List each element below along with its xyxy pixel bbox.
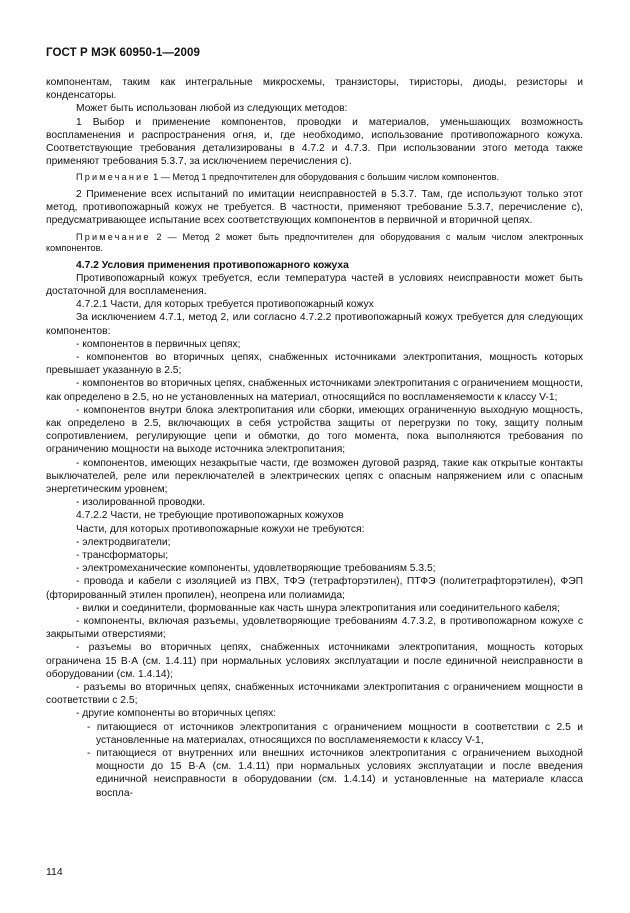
note-label: Примечание [76, 231, 151, 242]
list-item: - изолированной проводки. [76, 497, 206, 509]
sub-list-item: - питающиеся от внутренних или внешних источников электропитания с ограничением выходной мощности до 15 В·А (см. 1.4.11) при нормальных условиях эксплуатации и после введения единичной неисправности в оборудовании (см. 1.4.14) и установленные на материале класса воспла- [87, 748, 583, 799]
list-item: - трансформаторы; [76, 550, 169, 561]
list-item: - разъемы во вторичных цепях, снабженных источниками электропитания, мощность которых ограничена 15 В·А (см. 1.4.11) при нормальных условиях эксплуатации и после единичной неисправности в оборудовании (см. 1.4.14); [46, 642, 583, 680]
paragraph: 1 Выбор и применение компонентов, проводки и материалов, уменьшающих возможность воспламенения и распространения огня, и, где необходимо, использование противопожарного кожуха. Соответствующие требования детализированы в 4.7.2 и 4.7.3. При использовании этого метода также применяют требования 5.3.7, за исключением перечисления с). [46, 116, 583, 168]
list-item: - вилки и соединители, формованные как часть шнура электропитания или соединительного кабеля; [76, 602, 560, 614]
list-item: - компонентов внутри блока электропитания или сборки, имеющих ограниченную выходную мощность, как определено в 2.5, включающих в себя устройства защиты от перегрузки по току, защиту полным сопротивлением, регулирующие цепи и обмотки, до того момента, пока выполняются требования по ограничению мощности на выходе источника электропитания; [46, 404, 583, 456]
note-label: Примечание [76, 172, 151, 183]
list-item: - электромеханические компоненты, удовлетворяющие требованиям 5.3.5; [76, 563, 436, 575]
section-heading: 4.7.2 Условия применения противопожарного кожуха [76, 259, 349, 271]
list-item: - компонентов, имеющих незакрытые части, где возможен дуговой разряд, такие как открытые контакты выключателей, реле или переключателей в электрических цепях с опасным напряжением или с опасным энергетическим уровнем; [46, 457, 583, 495]
note [46, 172, 583, 184]
list-item: - компонентов во вторичных цепях, снабженных источниками электропитания, мощность которых превышает указанную в 2.5; [46, 351, 583, 377]
page-content [46, 76, 583, 800]
subsection-heading: 4.7.2.2 Части, не требующие противопожарных кожухов [76, 510, 344, 522]
list-item: - компоненты, включая разъемы, удовлетворяющие требованиям 4.7.3.2, в противопожарном кожухе с закрытыми отверстиями; [46, 616, 583, 641]
list-item: - разъемы во вторичных цепях, снабженных источниками электропитания с ограничением мощности в соответствии с 2.5; [46, 682, 583, 707]
sub-list-item: - питающиеся от источников электропитания с ограничением мощности в соответствии с 2.5 и установленные на материалах, относящихся по воспламеняемости к классу V-1, [87, 721, 583, 746]
list-item: - провода и кабели с изоляцией из ПВХ, ТФЭ (тетрафторэтилен), ПТФЭ (политетрафторэтилен), ФЭП (фторированный этилен пропилен), неопрена или полиамида; [46, 576, 583, 601]
paragraph: Части, для которых противопожарные кожухи не требуются: [76, 523, 365, 535]
note-text: 2 — Метод 2 может быть предпочтителен для оборудования с малым числом электронных компонентов. [46, 231, 583, 254]
list-item: - компонентов во вторичных цепях, снабженных источниками электропитания с ограничением мощности, как определено в 2.5, но не установленных на материал, относящийся по воспламеняемости к классу V-1; [46, 378, 583, 403]
page-number: 114 [46, 866, 63, 878]
paragraph: компонентам, таким как интегральные микросхемы, транзисторы, тиристоры, диоды, резисторы и конденсаторы. [46, 77, 583, 102]
subsection-heading: 4.7.2.1 Части, для которых требуется противопожарный кожух [76, 299, 374, 311]
note-text: 1 — Метод 1 предпочтителен для оборудования с большим числом компонентов. [150, 172, 499, 183]
paragraph: Противопожарный кожух требуется, если температура частей в условиях неисправности может быть достаточной для воспламенения. [46, 272, 583, 297]
note [46, 232, 583, 255]
paragraph: 2 Применение всех испытаний по имитации неисправностей в 5.3.7. Там, где используют только этот метод, противопожарный кожух не требуется. В частности, применяют требование 5.3.7, перечисление с), предусматривающее испытание всех соответствующих компонентов в первичной и вторичной цепях. [46, 188, 583, 227]
paragraph: За исключением 4.7.1, метод 2, или согласно 4.7.2.2 противопожарный кожух требуется для следующих компонентов: [46, 312, 583, 337]
list-item: - электродвигатели; [76, 536, 171, 548]
paragraph: Может быть использован любой из следующих методов: [76, 103, 348, 115]
page-header: ГОСТ Р МЭК 60950-1—2009 [46, 47, 200, 59]
list-item: - другие компоненты во вторичных цепях: [76, 708, 277, 720]
list-item: - компонентов в первичных цепях; [76, 338, 241, 350]
